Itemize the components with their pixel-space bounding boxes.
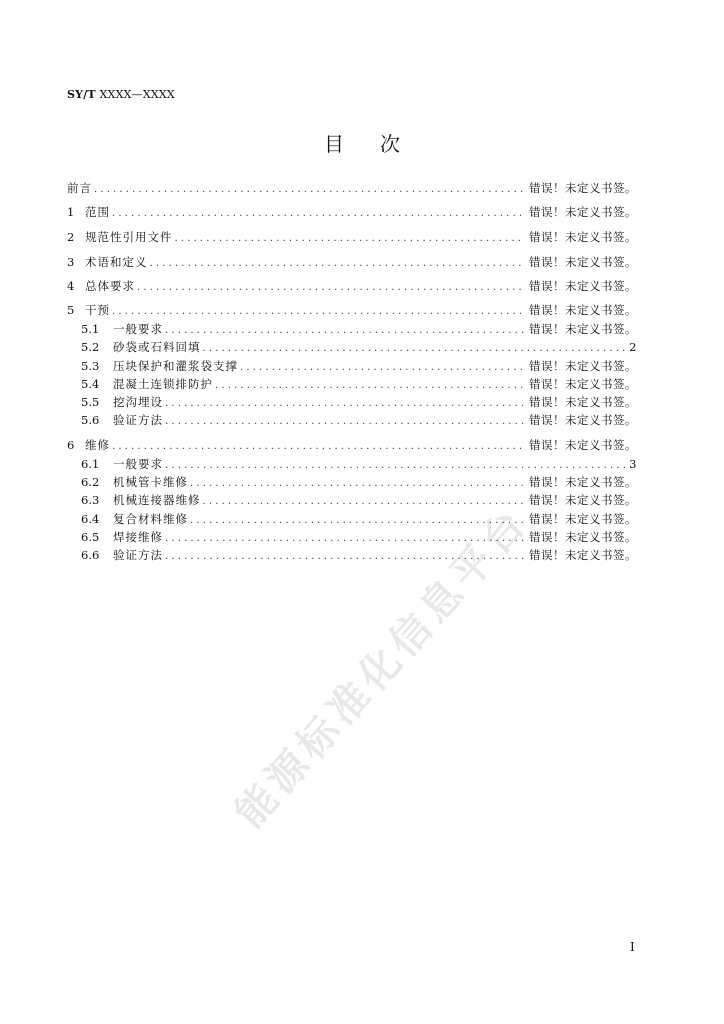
toc-entry-title: 验证方法 — [113, 413, 163, 427]
toc-entry-page: 错误！未定义书签。 — [529, 322, 637, 336]
toc-entry-number: 5.5 — [81, 395, 100, 409]
toc-entry-page: 错误！未定义书签。 — [529, 205, 637, 219]
toc-entry-number: 3 — [67, 255, 75, 269]
watermark: 能源标准化信息平台 — [226, 498, 538, 837]
page-title: 目次 — [324, 132, 436, 156]
page-number: I — [630, 940, 635, 954]
toc-leader-dots — [112, 206, 525, 222]
toc-entry-title: 复合材料维修 — [113, 512, 188, 526]
toc-entry-number: 5.6 — [81, 413, 100, 427]
toc-leader-dots — [165, 414, 525, 430]
toc-entry-page: 错误！未定义书签。 — [529, 303, 637, 317]
toc-entry-title: 前言 — [67, 181, 92, 195]
toc-leader-dots — [137, 280, 525, 296]
toc-entry[interactable] — [81, 376, 637, 392]
document-code-prefix: SY/T — [67, 88, 96, 101]
toc-entry-page: 错误！未定义书签。 — [529, 395, 637, 409]
toc-entry-page: 错误！未定义书签。 — [529, 493, 637, 507]
toc-leader-dots — [190, 476, 525, 492]
toc-leader-dots — [175, 231, 526, 247]
toc-leader-dots — [94, 182, 525, 198]
toc-entry-page: 错误！未定义书签。 — [529, 475, 637, 489]
toc-entry-number: 2 — [67, 230, 75, 244]
toc-entry-title: 压块保护和灌浆袋支撑 — [113, 359, 238, 373]
toc-entry-number: 5.4 — [81, 377, 100, 391]
toc-leader-dots — [203, 341, 626, 357]
toc-entry[interactable] — [81, 394, 637, 410]
toc-entry-page: 错误！未定义书签。 — [529, 530, 637, 544]
toc-entry[interactable] — [81, 321, 637, 337]
toc-entry-number: 6.5 — [81, 530, 100, 544]
toc-entry[interactable] — [67, 180, 637, 196]
toc-entry-page: 错误！未定义书签。 — [529, 230, 637, 244]
toc-entry[interactable] — [81, 492, 637, 508]
toc-entry[interactable] — [81, 474, 637, 490]
document-code — [67, 88, 175, 101]
toc-entry-title: 验证方法 — [113, 548, 163, 562]
toc-entry[interactable] — [67, 278, 637, 294]
toc-entry-title: 机械管卡维修 — [113, 475, 188, 489]
toc-entry[interactable] — [81, 358, 637, 374]
toc-entry[interactable] — [81, 511, 637, 527]
toc-entry-page: 错误！未定义书签。 — [529, 279, 637, 293]
toc-entry-title: 挖沟埋设 — [113, 395, 163, 409]
toc-entry-number: 6.6 — [81, 548, 100, 562]
toc-entry[interactable] — [67, 437, 637, 453]
document-code-number: XXXX—XXXX — [95, 88, 175, 101]
toc-entry[interactable] — [67, 254, 637, 270]
toc-entry-number: 6 — [67, 438, 75, 452]
toc-leader-dots — [165, 396, 525, 412]
toc-entry-page: 2 — [629, 340, 637, 354]
toc-entry[interactable] — [81, 339, 637, 355]
toc-entry-number: 6.4 — [81, 512, 100, 526]
toc-entry-page: 错误！未定义书签。 — [529, 512, 637, 526]
toc-entry[interactable] — [67, 204, 637, 220]
toc-entry-title: 机械连接器维修 — [113, 493, 201, 507]
toc-entry-page: 错误！未定义书签。 — [529, 413, 637, 427]
toc-entry-page: 错误！未定义书签。 — [529, 359, 637, 373]
toc-entry-number: 5 — [67, 303, 75, 317]
toc-entry-number: 6.3 — [81, 493, 100, 507]
toc-entry-title: 砂袋或石料回填 — [113, 340, 201, 354]
toc-leader-dots — [215, 378, 525, 394]
toc-leader-dots — [240, 360, 525, 376]
toc-leader-dots — [112, 304, 525, 320]
toc-leader-dots — [165, 458, 625, 474]
toc-entry-title: 规范性引用文件 — [85, 230, 173, 244]
toc-entry-title: 术语和定义 — [85, 255, 148, 269]
toc-entry-page: 错误！未定义书签。 — [529, 438, 637, 452]
toc-entry-title: 维修 — [85, 438, 110, 452]
toc-entry-title: 一般要求 — [113, 322, 163, 336]
toc-leader-dots — [150, 256, 526, 272]
toc-leader-dots — [165, 323, 525, 339]
toc-leader-dots — [203, 494, 526, 510]
toc-entry-page: 错误！未定义书签。 — [529, 255, 637, 269]
toc-entry-number: 4 — [67, 279, 75, 293]
toc-entry-title: 混凝土连锁排防护 — [113, 377, 213, 391]
toc-entry-title: 一般要求 — [113, 457, 163, 471]
toc-entry-title: 范围 — [85, 205, 110, 219]
toc-entry-number: 6.1 — [81, 457, 100, 471]
toc-entry-page: 错误！未定义书签。 — [529, 548, 637, 562]
toc-entry[interactable] — [67, 302, 637, 318]
toc-entry[interactable] — [81, 412, 637, 428]
toc-entry[interactable] — [81, 529, 637, 545]
toc-entry-number: 1 — [67, 205, 75, 219]
toc-entry-number: 5.3 — [81, 359, 100, 373]
toc-entry-number: 6.2 — [81, 475, 100, 489]
toc-entry[interactable] — [81, 456, 637, 472]
toc-leader-dots — [112, 439, 525, 455]
toc-entry-page: 错误！未定义书签。 — [529, 377, 637, 391]
toc-entry-number: 5.2 — [81, 340, 100, 354]
toc-entry-title: 焊接维修 — [113, 530, 163, 544]
toc-entry-page: 错误！未定义书签。 — [529, 181, 637, 195]
toc-entry[interactable] — [81, 547, 637, 563]
toc-entry-title: 干预 — [85, 303, 110, 317]
toc-entry-page: 3 — [629, 457, 637, 471]
toc-entry-number: 5.1 — [81, 322, 100, 336]
toc-entry-title: 总体要求 — [85, 279, 135, 293]
toc-entry[interactable] — [67, 229, 637, 245]
